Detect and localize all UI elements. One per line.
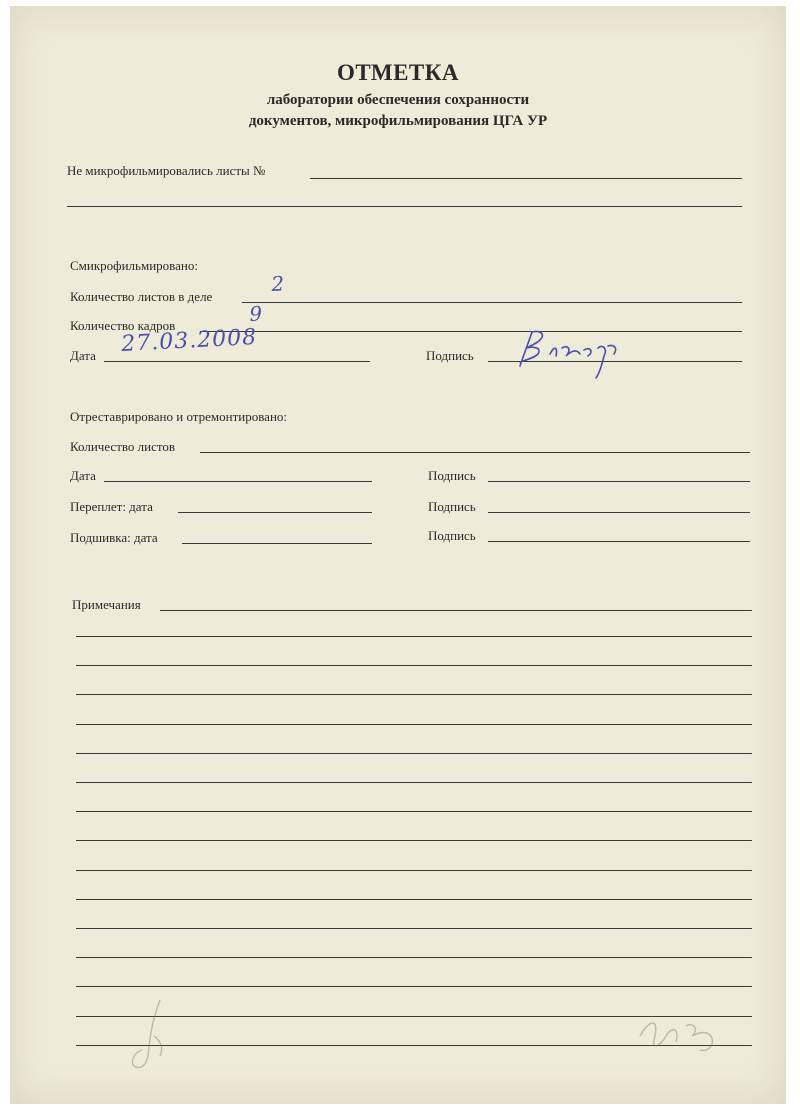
notes-line: [76, 957, 752, 958]
notes-line: [76, 694, 752, 695]
notes-line: [76, 811, 752, 812]
notes-line: [76, 753, 752, 754]
notes-line: [76, 665, 752, 666]
filmed-frames-line: [200, 331, 742, 332]
document-page: [10, 6, 786, 1104]
notes-label: Примечания: [72, 597, 141, 612]
signature-mark: [510, 324, 640, 380]
notes-line: [76, 928, 752, 929]
subtitle-line-1: лаборатории обеспечения сохранности: [266, 92, 530, 108]
sewing-signature-label: Подпись: [428, 528, 476, 543]
page-subtitle: [10, 90, 786, 132]
not-filmed-label: Не микрофильмировались листы №: [67, 163, 266, 178]
pencil-signature: [630, 1006, 730, 1056]
restored-sheets-label: Количество листов: [70, 439, 176, 454]
binding-signature-line: [488, 512, 750, 513]
filmed-date-line: [104, 361, 370, 362]
restored-signature-label: Подпись: [428, 468, 476, 483]
filmed-frames-value: 9: [248, 301, 263, 326]
filmed-sheets-label: Количество листов в деле: [70, 289, 213, 304]
binding-date-line: [178, 512, 372, 513]
binding-date-label: Переплет: дата: [70, 499, 153, 514]
notes-line: [76, 724, 752, 725]
sewing-signature-line: [488, 541, 750, 542]
filmed-date-label: Дата: [70, 348, 96, 363]
filmed-frames-label: Количество кадров: [70, 318, 176, 333]
notes-line: [76, 870, 752, 871]
page-title: ОТМЕТКА: [336, 60, 460, 85]
filmed-date-value: 27.03.2008: [120, 324, 258, 357]
restored-signature-line: [488, 481, 750, 482]
notes-line: [76, 899, 752, 900]
filmed-sheets-value: 2: [270, 271, 285, 296]
notes-line: [76, 782, 752, 783]
restored-sheets-line: [200, 452, 750, 453]
notes-line: [76, 840, 752, 841]
subtitle-line-2: документов, микрофильмирования ЦГА УР: [248, 113, 548, 129]
filmed-heading: Смикрофильмировано:: [70, 258, 198, 273]
not-filmed-line-2: [67, 206, 742, 207]
notes-line: [76, 636, 752, 637]
binding-signature-label: Подпись: [428, 499, 476, 514]
restored-heading: Отреставрировано и отремонтировано:: [70, 409, 288, 424]
filmed-sheets-line: [242, 302, 742, 303]
notes-line-first: [160, 610, 752, 611]
not-filmed-line-1: [310, 178, 742, 179]
filmed-signature-label: Подпись: [426, 348, 474, 363]
restored-date-line: [104, 481, 372, 482]
pencil-scribble: [120, 996, 180, 1076]
sewing-date-line: [182, 543, 372, 544]
sewing-date-label: Подшивка: дата: [70, 530, 158, 545]
notes-line: [76, 986, 752, 987]
restored-date-label: Дата: [70, 468, 96, 483]
